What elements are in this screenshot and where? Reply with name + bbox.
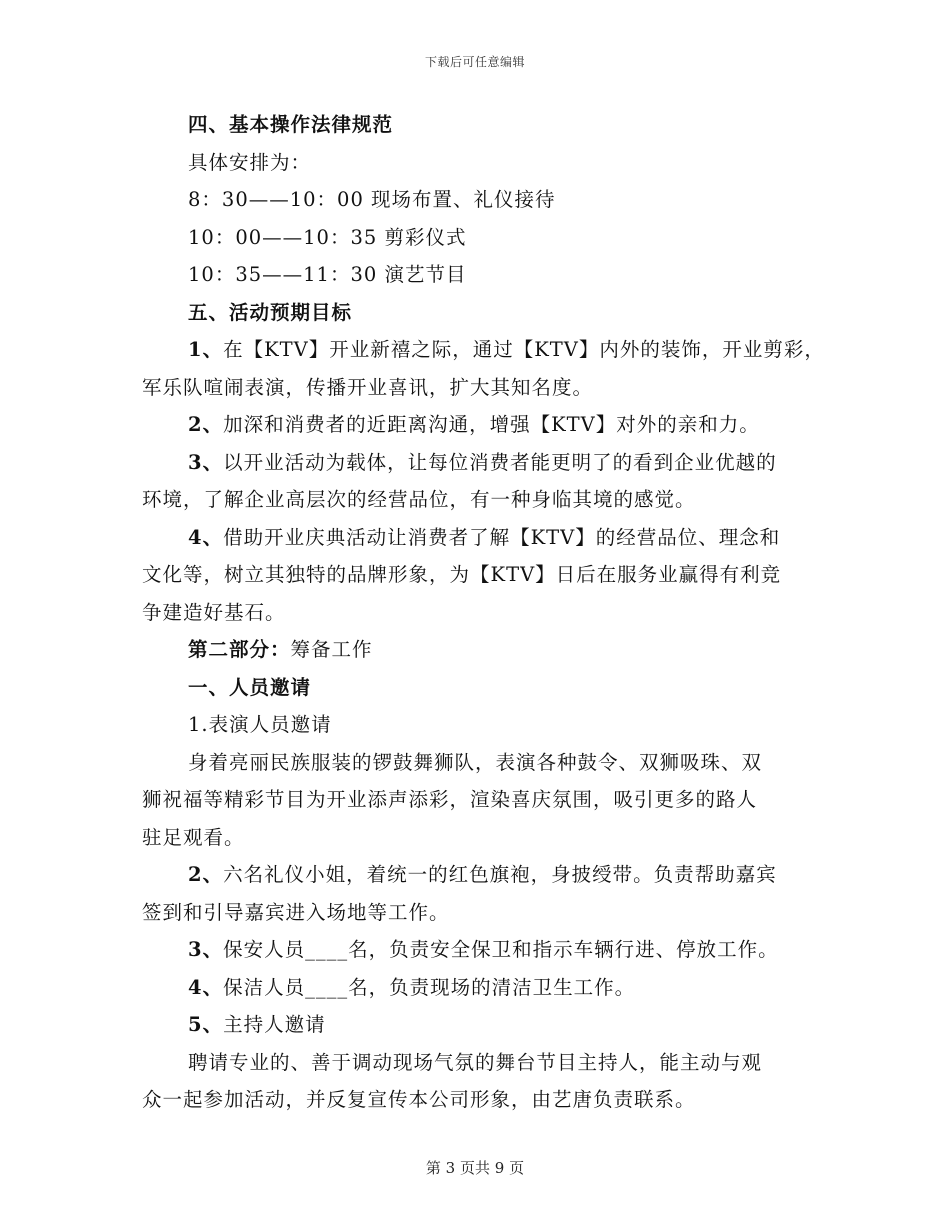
paragraph-line: 身着亮丽民族服装的锣鼓舞狮队，表演各种鼓令、双狮吸珠、双: [188, 750, 763, 774]
item-text: 保洁人员____名，负责现场的清洁卫生工作。: [223, 975, 636, 999]
paragraph-line: 军乐队喧闹表演，传播开业喜讯，扩大其知名度。: [142, 375, 594, 399]
list-item: [142, 444, 822, 482]
paragraph: 具体安排为：: [188, 150, 312, 174]
part-label: 第二部分：: [188, 638, 291, 661]
item-text: 主持人邀请: [223, 1013, 326, 1036]
section-heading: 五、活动预期目标: [188, 300, 353, 324]
paragraph-line: 争建造好基石。: [142, 600, 286, 624]
item-number: 3、: [188, 450, 224, 474]
item-text: 在【KTV】开业新禧之际，通过【KTV】内外的装饰，开业剪彩，: [223, 338, 825, 361]
item-text: 以开业活动为载体，让每位消费者能更明了的看到企业优越的: [223, 450, 777, 474]
schedule-item: 10：00——10：35 剪彩仪式: [188, 225, 467, 249]
paragraph-line: 驻足观看。: [142, 825, 245, 849]
paragraph-line: 狮祝福等精彩节目为开业添声添彩，渲染喜庆氛围，吸引更多的路人: [142, 788, 758, 811]
paragraph-line: 签到和引导嘉宾进入场地等工作。: [142, 900, 450, 924]
item-number: 2、: [188, 863, 224, 886]
schedule-item: 10：35——11：30 演艺节目: [188, 263, 467, 286]
part-heading: [142, 631, 822, 669]
item-text: 加深和消费者的近距离沟通，增强【KTV】对外的亲和力。: [223, 413, 760, 436]
schedule-item: 8：30——10：00 现场布置、礼仪接待: [188, 188, 556, 211]
part-title: 筹备工作: [290, 638, 373, 661]
item-text: 保安人员____名，负责安全保卫和指示车辆行进、停放工作。: [223, 938, 779, 961]
paragraph-line: 文化等，树立其独特的品牌形象，为【KTV】日后在服务业赢得有利竞: [142, 563, 782, 586]
list-item: [142, 519, 822, 557]
item-number: 1、: [188, 338, 224, 361]
list-item: [142, 856, 822, 894]
list-item: [142, 331, 825, 369]
page-header: 下载后可任意编辑: [424, 55, 525, 69]
item-number: 5、: [188, 1013, 224, 1036]
list-item: [142, 406, 822, 444]
item-number: 4、: [188, 975, 224, 999]
paragraph-line: 众一起参加活动，并反复宣传本公司形象，由艺唐负责联系。: [142, 1088, 696, 1111]
list-item: [142, 931, 822, 969]
item-number: 4、: [188, 525, 224, 549]
section-heading: 四、基本操作法律规范: [188, 113, 394, 136]
item-text: 借助开业庆典活动让消费者了解【KTV】的经营品位、理念和: [223, 525, 781, 549]
document-body: [142, 106, 825, 1119]
page-footer: 第 3 页共 9 页: [425, 1159, 525, 1177]
paragraph-line: 聘请专业的、善于调动现场气氛的舞台节目主持人，能主动与观: [188, 1050, 763, 1074]
item-number: 3、: [188, 938, 224, 961]
list-item: [142, 969, 822, 1007]
list-item: [142, 1006, 822, 1044]
section-heading: 一、人员邀请: [188, 675, 312, 699]
subheading: 1.表演人员邀请: [188, 713, 332, 736]
item-text: 六名礼仪小姐，着统一的红色旗袍，身披绶带。负责帮助嘉宾: [223, 863, 777, 886]
item-number: 2、: [188, 413, 224, 436]
paragraph-line: 环境，了解企业高层次的经营品位，有一种身临其境的感觉。: [142, 488, 696, 511]
